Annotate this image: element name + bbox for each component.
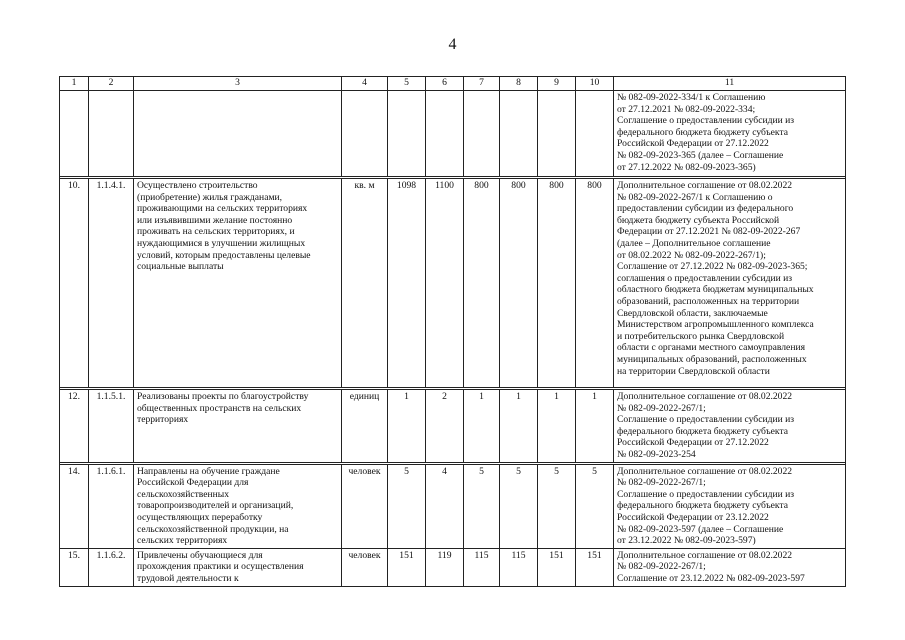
table-row — [60, 464, 846, 548]
table-row — [60, 179, 846, 388]
row-name: Осуществлено строительство (приобретение) жилья гражданами, проживающими на сельских территориях или изъявившими желание постоянно проживать на сельских территориях, и нуждающимися в улучшении жилищных условий, которым предоставлены целевые социальные выплаты — [134, 179, 342, 388]
row-value-9: 5 — [538, 464, 576, 548]
row-source: № 082-09-2022-334/1 к Соглашению от 27.12.2021 № 082-09-2022-334; Соглашение о предоставлении субсидии из федерального бюджета бюджету субъекта Российской Федерации от 27.12.2022 № 082-09-2023-365 (далее – Соглашение от 27.12.2022 № 082-09-2023-365) — [614, 91, 846, 177]
row-value-10 — [576, 91, 614, 177]
col-header-11: 11 — [614, 77, 846, 91]
row-value-10: 5 — [576, 464, 614, 548]
row-code: 1.1.4.1. — [89, 179, 134, 388]
row-source: Дополнительное соглашение от 08.02.2022 № 082-09-2022-267/1; Соглашение от 23.12.2022 № 082-09-2023-597 — [614, 548, 846, 586]
row-code: 1.1.6.1. — [89, 464, 134, 548]
table-row — [60, 548, 846, 586]
row-value-7: 5 — [464, 464, 500, 548]
row-unit: человек — [342, 464, 388, 548]
row-code — [89, 91, 134, 177]
row-value-5: 151 — [388, 548, 426, 586]
row-value-10: 1 — [576, 390, 614, 463]
row-value-7: 115 — [464, 548, 500, 586]
col-header-1: 1 — [60, 77, 89, 91]
row-unit: единиц — [342, 390, 388, 463]
row-source: Дополнительное соглашение от 08.02.2022 № 082-09-2022-267/1 к Соглашению о предоставлении субсидии из федерального бюджета бюджету субъекта Российской Федерации от 27.12.2021 № 082-09-2022-267 (далее – Дополнительное соглашение от 08.02.2022 № 082-09-2022-267/1); Соглашение от 27.12.2022 № 082-09-2023-365; соглашения о предоставлении субсидии из областного бюджета бюджетам муниципальных образований, расположенных на территории Свердловской области, заключаемые Министерством агропромышленного комплекса и потребительского рынка Свердловской области с органами местного самоуправления муниципальных образований, расположенных на территории Свердловской области — [614, 179, 846, 388]
col-header-5: 5 — [388, 77, 426, 91]
row-value-8: 800 — [500, 179, 538, 388]
row-value-5: 1 — [388, 390, 426, 463]
col-header-2: 2 — [89, 77, 134, 91]
page-number: 4 — [448, 36, 457, 53]
row-number: 10. — [60, 179, 89, 388]
row-value-5 — [388, 91, 426, 177]
row-value-8: 1 — [500, 390, 538, 463]
row-name: Привлечены обучающиеся для прохождения практики и осуществления трудовой деятельности к — [134, 548, 342, 586]
row-code: 1.1.5.1. — [89, 390, 134, 463]
row-value-8: 115 — [500, 548, 538, 586]
col-header-8: 8 — [500, 77, 538, 91]
row-value-9: 800 — [538, 179, 576, 388]
row-value-10: 151 — [576, 548, 614, 586]
col-header-9: 9 — [538, 77, 576, 91]
col-header-10: 10 — [576, 77, 614, 91]
row-value-8 — [500, 91, 538, 177]
row-value-7: 800 — [464, 179, 500, 388]
row-code: 1.1.6.2. — [89, 548, 134, 586]
header-row — [60, 77, 846, 91]
row-value-9 — [538, 91, 576, 177]
row-value-6: 4 — [426, 464, 464, 548]
row-value-9: 1 — [538, 390, 576, 463]
row-value-6 — [426, 91, 464, 177]
row-unit: человек — [342, 548, 388, 586]
row-source: Дополнительное соглашение от 08.02.2022 № 082-09-2022-267/1; Соглашение о предоставлении субсидии из федерального бюджета бюджету субъекта Российской Федерации от 23.12.2022 № 082-09-2023-597 (далее – Соглашение от 23.12.2022 № 082-09-2023-597) — [614, 464, 846, 548]
row-value-7 — [464, 91, 500, 177]
col-header-3: 3 — [134, 77, 342, 91]
table-row — [60, 91, 846, 177]
col-header-4: 4 — [342, 77, 388, 91]
row-number — [60, 91, 89, 177]
row-value-6: 2 — [426, 390, 464, 463]
row-value-8: 5 — [500, 464, 538, 548]
row-unit: кв. м — [342, 179, 388, 388]
row-source: Дополнительное соглашение от 08.02.2022 № 082-09-2022-267/1; Соглашение о предоставлении субсидии из федерального бюджета бюджету субъекта Российской Федерации от 27.12.2022 № 082-09-2023-254 — [614, 390, 846, 463]
row-name: Направлены на обучение граждане Российской Федерации для сельскохозяйственных товаропроизводителей и организаций, осуществляющих переработку сельскохозяйственной продукции, на сельских территориях — [134, 464, 342, 548]
row-number: 12. — [60, 390, 89, 463]
row-number: 15. — [60, 548, 89, 586]
row-name — [134, 91, 342, 177]
row-value-9: 151 — [538, 548, 576, 586]
row-number: 14. — [60, 464, 89, 548]
row-name: Реализованы проекты по благоустройству общественных пространств на сельских территориях — [134, 390, 342, 463]
indicators-table — [59, 76, 846, 587]
col-header-6: 6 — [426, 77, 464, 91]
row-value-6: 119 — [426, 548, 464, 586]
row-value-7: 1 — [464, 390, 500, 463]
table-row — [60, 390, 846, 463]
row-unit — [342, 91, 388, 177]
row-value-5: 5 — [388, 464, 426, 548]
row-value-10: 800 — [576, 179, 614, 388]
row-value-5: 1098 — [388, 179, 426, 388]
row-value-6: 1100 — [426, 179, 464, 388]
col-header-7: 7 — [464, 77, 500, 91]
